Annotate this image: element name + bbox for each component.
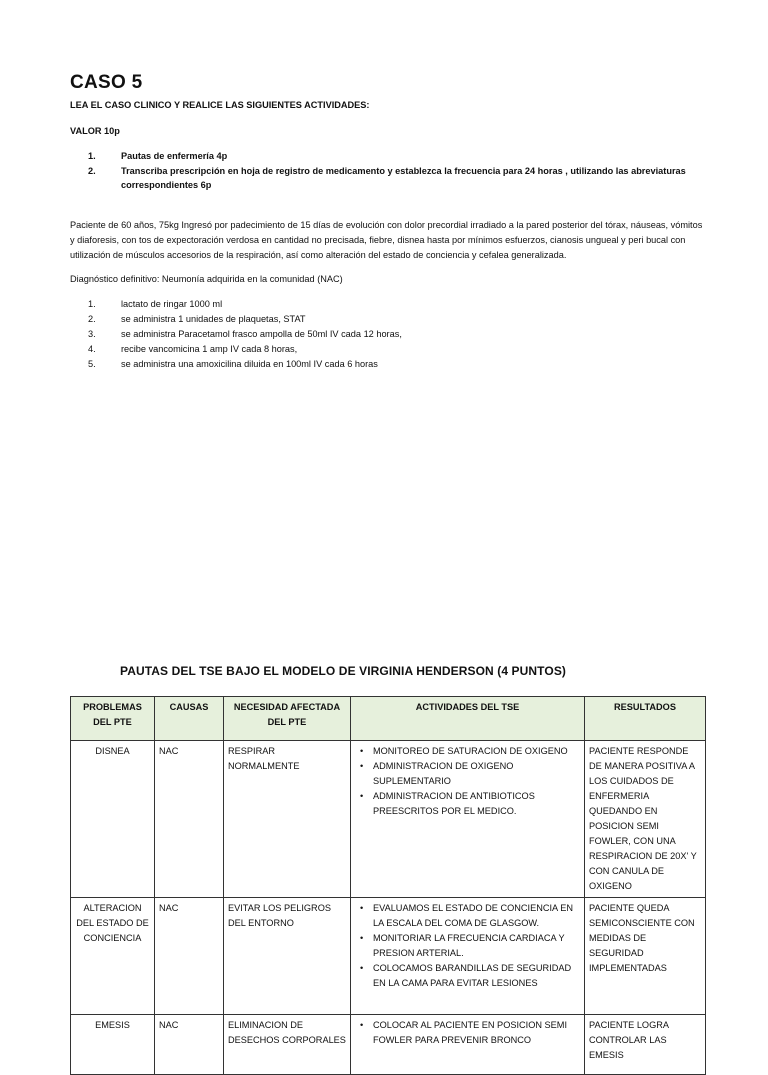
activity-bullet: • MONITORIAR LA FRECUENCIA CARDIACA Y PRESION ARTERIAL. <box>373 931 580 961</box>
medication-number: 4. <box>88 344 96 354</box>
activities-list <box>70 149 710 193</box>
medication-item <box>70 342 670 357</box>
header-problemas: PROBLEMAS DEL PTE <box>71 697 155 741</box>
table-header-row <box>71 697 706 741</box>
cell-problema: EMESIS <box>71 1015 155 1075</box>
activity-number: 2. <box>88 166 96 176</box>
cell-resultado: PACIENTE LOGRA CONTROLAR LAS EMESIS <box>585 1015 706 1075</box>
activity-text: Transcriba prescripción en hoja de registro de medicamento y establezca la frecuencia para 24 horas , utilizando las abreviaturas correspondientes 6p <box>121 166 686 190</box>
cell-resultado: PACIENTE QUEDA SEMICONSCIENTE CON MEDIDAS DE SEGURIDAD IMPLEMENTADAS <box>585 898 706 1015</box>
activity-item <box>70 149 710 163</box>
medication-list <box>70 297 670 372</box>
activity-bullet: • EVALUAMOS EL ESTADO DE CONCIENCIA EN LA ESCALA DEL COMA DE GLASGOW. <box>373 901 580 931</box>
activity-number: 1. <box>88 151 96 161</box>
table-row <box>71 898 706 1015</box>
medication-item <box>70 327 670 342</box>
cell-problema: ALTERACION DEL ESTADO DE CONCIENCIA <box>71 898 155 1015</box>
cell-actividades <box>351 898 585 1015</box>
medication-text: recibe vancomicina 1 amp IV cada 8 horas, <box>121 344 298 354</box>
activity-bullet: • MONITOREO DE SATURACION DE OXIGENO <box>373 744 580 759</box>
activity-text: Pautas de enfermería 4p <box>121 151 228 161</box>
activity-bullet: • COLOCAR AL PACIENTE EN POSICION SEMI FOWLER PARA PREVENIR BRONCO <box>373 1018 580 1048</box>
case-title: CASO 5 <box>70 72 143 93</box>
medication-text: se administra 1 unidades de plaquetas, STAT <box>121 314 306 324</box>
activity-bullet: • ADMINISTRACION DE ANTIBIOTICOS PREESCRITOS POR EL MEDICO. <box>373 789 580 819</box>
cell-necesidad: RESPIRAR NORMALMENTE <box>224 741 351 898</box>
header-actividades: ACTIVIDADES DEL TSE <box>351 697 585 741</box>
table-row <box>71 741 706 898</box>
activity-bullet: • COLOCAMOS BARANDILLAS DE SEGURIDAD EN LA CAMA PARA EVITAR LESIONES <box>373 961 580 991</box>
medication-number: 3. <box>88 329 96 339</box>
header-necesidad: NECESIDAD AFECTADA DEL PTE <box>224 697 351 741</box>
medication-text: lactato de ringar 1000 ml <box>121 299 223 309</box>
cell-causa: NAC <box>155 1015 224 1075</box>
medication-text: se administra Paracetamol frasco ampolla de 50ml IV cada 12 horas, <box>121 329 402 339</box>
cell-causa: NAC <box>155 741 224 898</box>
cell-problema: DISNEA <box>71 741 155 898</box>
activity-item <box>70 164 710 192</box>
cell-necesidad: ELIMINACION DE DESECHOS CORPORALES <box>224 1015 351 1075</box>
medication-item <box>70 312 670 327</box>
cell-causa: NAC <box>155 898 224 1015</box>
table-title: PAUTAS DEL TSE BAJO EL MODELO DE VIRGINIA HENDERSON (4 PUNTOS) <box>120 664 567 678</box>
value-label: VALOR 10p <box>70 126 120 136</box>
instructions-text: LEA EL CASO CLINICO Y REALICE LAS SIGUIENTES ACTIVIDADES: <box>70 100 370 110</box>
medication-number: 2. <box>88 314 96 324</box>
diagnosis-text: Diagnóstico definitivo: Neumonía adquirida en la comunidad (NAC) <box>70 274 343 284</box>
header-causas: CAUSAS <box>155 697 224 741</box>
header-resultados: RESULTADOS <box>585 697 706 741</box>
medication-text: se administra una amoxicilina diluida en 100ml IV cada 6 horas <box>121 359 378 369</box>
cell-actividades <box>351 741 585 898</box>
care-plan-table <box>70 696 706 1075</box>
case-description: Paciente de 60 años, 75kg Ingresó por padecimiento de 15 días de evolución con dolor precordial irradiado a la pared posterior del tórax, náuseas, vómitos y diaforesis, con tos de expectoración verdosa en cantidad no precisada, fiebre, disnea hasta por mínimos esfuerzos, cianosis ungueal y peri bucal con utilización de músculos accesorios de la respiración, así como alteración del estado de conciencia y cefalea generalizada. <box>70 220 703 260</box>
medication-item <box>70 357 670 372</box>
activity-bullet: • ADMINISTRACION DE OXIGENO SUPLEMENTARIO <box>373 759 580 789</box>
medication-item <box>70 297 670 312</box>
medication-number: 1. <box>88 299 96 309</box>
cell-necesidad: EVITAR LOS PELIGROS DEL ENTORNO <box>224 898 351 1015</box>
cell-resultado: PACIENTE RESPONDE DE MANERA POSITIVA A LOS CUIDADOS DE ENFERMERIA QUEDANDO EN POSICION SEMI FOWLER, CON UNA RESPIRACION DE 20X' Y CON CANULA DE OXIGENO <box>585 741 706 898</box>
medication-number: 5. <box>88 359 96 369</box>
